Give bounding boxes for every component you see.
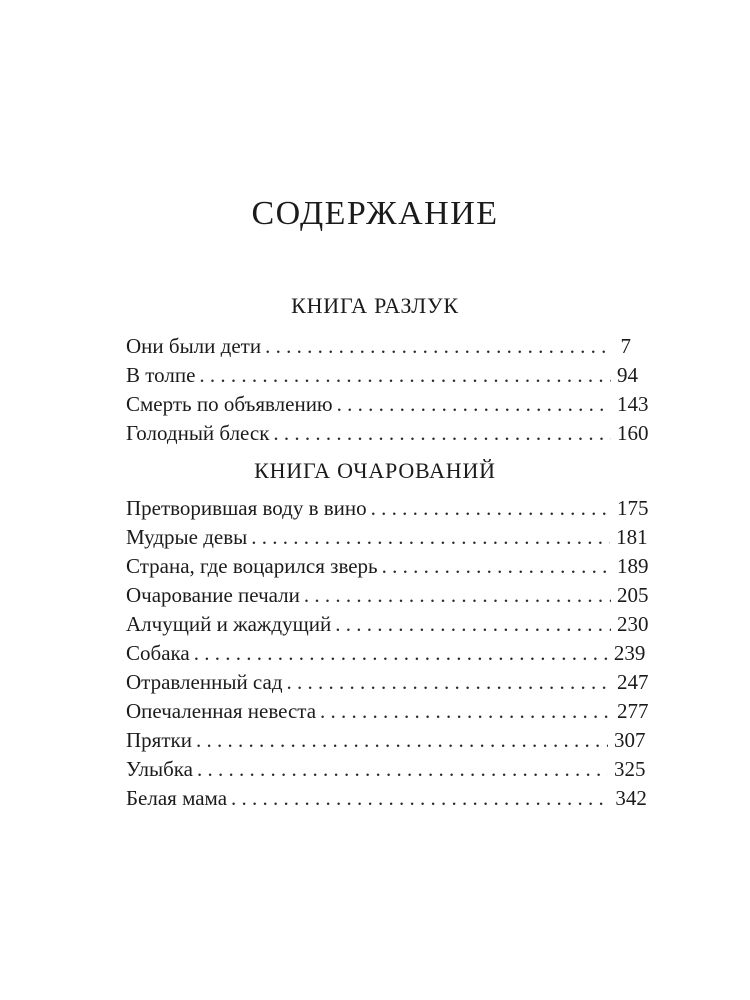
- toc-entry[interactable]: [126, 668, 649, 697]
- toc-entry-title: Мудрые девы: [126, 525, 248, 549]
- toc-entry-page: 307: [613, 728, 646, 752]
- toc-entry-title: Алчущий и жаждущий: [126, 612, 332, 636]
- toc-entry[interactable]: [126, 639, 646, 668]
- toc-entry[interactable]: [126, 419, 649, 448]
- toc-entry-page: 230: [617, 612, 649, 636]
- toc-entry-page: 342: [615, 786, 647, 810]
- toc-entry-page: 247: [617, 670, 649, 694]
- book-title: КНИГА ОЧАРОВАНИЙ: [254, 458, 496, 483]
- toc-entry-title: Страна, где воцарился зверь: [126, 554, 378, 578]
- toc-entry-page: 160: [617, 421, 649, 445]
- dot-leader: [197, 755, 608, 784]
- toc-entry-page: 325: [614, 757, 646, 781]
- toc-entry-title: Претворившая воду в вино: [126, 496, 367, 520]
- page-title: СОДЕРЖАНИЕ: [251, 195, 499, 232]
- toc-entry-page: 143: [617, 392, 649, 416]
- toc-entry-title: Смерть по объявлению: [126, 392, 333, 416]
- toc-entry-title: Собака: [126, 641, 190, 665]
- book-heading-ocharovaniy: [0, 456, 750, 486]
- toc-entry[interactable]: [126, 755, 646, 784]
- dot-leader: [335, 610, 611, 639]
- toc-entry-title: Очарование печали: [126, 583, 300, 607]
- toc-entry-page: 189: [617, 554, 649, 578]
- toc-entry[interactable]: [126, 726, 646, 755]
- toc-entry-title: Опечаленная невеста: [126, 699, 317, 723]
- toc-entry-page: 7: [620, 334, 631, 358]
- toc-entry-page: 239: [613, 641, 646, 665]
- toc-entry[interactable]: [126, 784, 647, 813]
- dot-leader: [337, 390, 611, 419]
- book-title: КНИГА РАЗЛУК: [291, 293, 459, 318]
- toc-entry-title: Голодный блеск: [126, 421, 270, 445]
- toc-entry-page: 181: [616, 525, 648, 549]
- toc-entry[interactable]: [126, 552, 649, 581]
- toc-list-razluk: [126, 332, 649, 448]
- toc-entry[interactable]: [126, 494, 649, 523]
- toc-entry-title: В толпе: [126, 363, 196, 387]
- toc-entry-title: Они были дети: [126, 334, 262, 358]
- toc-entry-page: 205: [617, 583, 649, 607]
- dot-leader: [199, 361, 611, 390]
- toc-entry-title: Прятки: [126, 728, 192, 752]
- toc-entry-page: 175: [617, 496, 649, 520]
- toc-entry-title: Белая мама: [126, 786, 228, 810]
- toc-entry[interactable]: [126, 610, 649, 639]
- toc-entry[interactable]: [126, 390, 649, 419]
- dot-leader: [251, 523, 610, 552]
- toc-entry-title: Улыбка: [126, 757, 193, 781]
- toc-entry[interactable]: [126, 361, 638, 390]
- toc-list-ocharovaniy: [126, 494, 649, 813]
- dot-leader: [304, 581, 611, 610]
- toc-entry[interactable]: [126, 523, 648, 552]
- dot-leader: [287, 668, 611, 697]
- toc-entry[interactable]: [126, 697, 649, 726]
- toc-entry[interactable]: [126, 332, 631, 361]
- dot-leader: [320, 697, 611, 726]
- dot-leader: [273, 419, 611, 448]
- dot-leader: [382, 552, 611, 581]
- dot-leader: [371, 494, 611, 523]
- dot-leader: [265, 332, 611, 361]
- toc-entry-page: 277: [617, 699, 649, 723]
- toc-entry-title: Отравленный сад: [126, 670, 283, 694]
- dot-leader: [194, 639, 608, 668]
- toc-entry[interactable]: [126, 581, 649, 610]
- toc-entry-page: 94: [617, 363, 638, 387]
- book-heading-razluk: [0, 291, 750, 321]
- dot-leader: [231, 784, 609, 813]
- dot-leader: [196, 726, 608, 755]
